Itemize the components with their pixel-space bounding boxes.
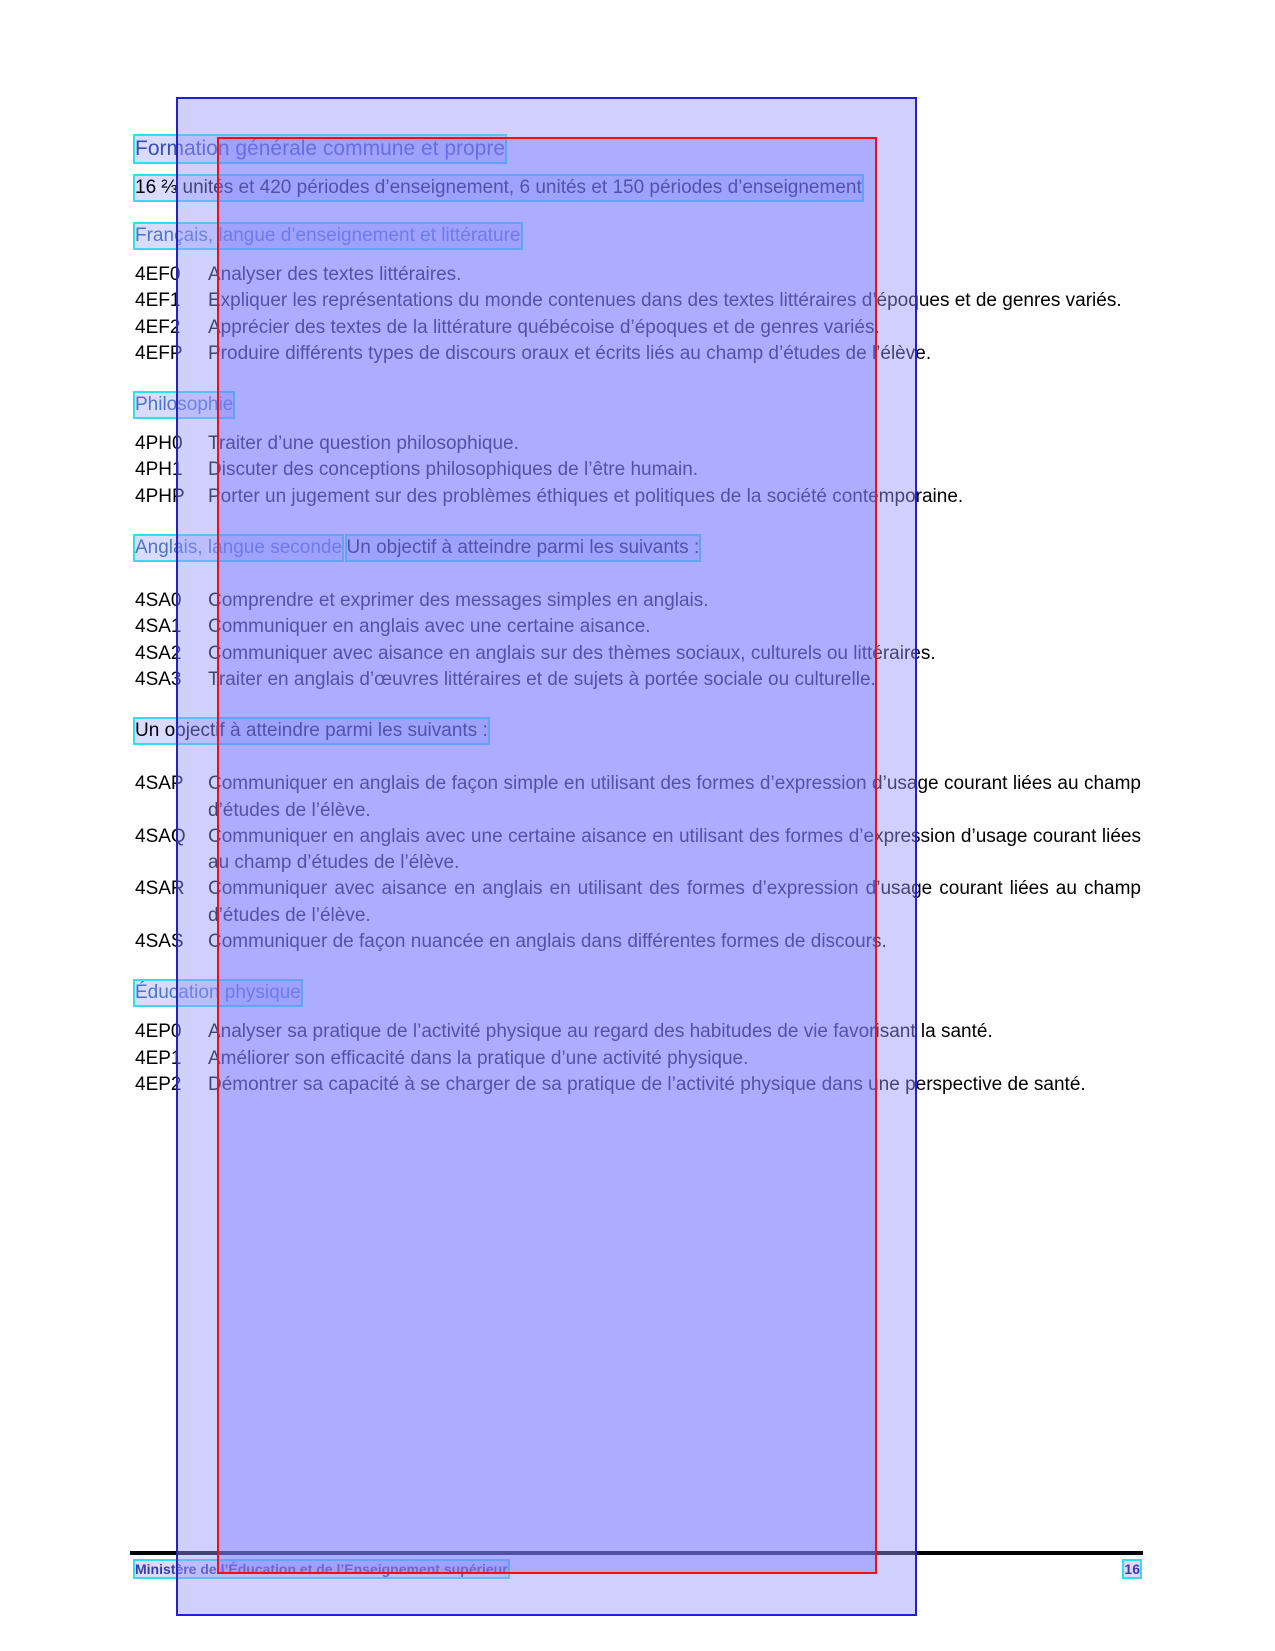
footer-rule <box>130 1551 1143 1555</box>
objective-item <box>135 824 1141 877</box>
objective-text: Analyser sa pratique de l’activité physique au regard des habitudes de vie favorisant la santé. <box>208 1021 993 1043</box>
objective-item <box>135 431 1141 457</box>
footer-ministry: Ministère de l’Éducation et de l’Enseignement supérieur <box>135 1561 508 1577</box>
page-number: 16 <box>1124 1561 1140 1577</box>
objective-item <box>135 1019 1141 1045</box>
objective-text: Traiter en anglais d’œuvres littéraires et de sujets à portée sociale ou culturelle. <box>208 668 876 690</box>
objective-item <box>135 484 1141 510</box>
anglais-objectives-1 <box>135 588 1141 693</box>
objective-code: 4EP0 <box>135 1021 182 1043</box>
page-content <box>135 136 1141 1124</box>
objective-code: 4SAS <box>135 931 184 953</box>
anglais-objectives-2 <box>135 771 1141 955</box>
objective-code: 4PH1 <box>135 459 183 481</box>
objective-code: 4EP1 <box>135 1047 182 1069</box>
objective-text: Communiquer avec aisance en anglais en utilisant des formes d’expression d’usage courant liées au champ d’études de l’élève. <box>208 878 1141 926</box>
objective-item <box>135 614 1141 640</box>
objective-item <box>135 667 1141 693</box>
objective-code: 4EP2 <box>135 1073 182 1095</box>
objective-code: 4PH0 <box>135 433 183 455</box>
objective-text: Comprendre et exprimer des messages simples en anglais. <box>208 590 709 612</box>
objective-text: Communiquer en anglais de façon simple en utilisant des formes d’expression d’usage courant liées au champ d’études de l’élève. <box>208 773 1141 821</box>
objective-text: Communiquer en anglais avec une certaine aisance. <box>208 616 651 638</box>
objective-text: Améliorer son efficacité dans la pratique d’une activité physique. <box>208 1047 749 1069</box>
francais-title: Français, langue d’enseignement et littérature <box>135 225 521 246</box>
anglais-intro-1: Un objectif à atteindre parmi les suivants : <box>346 537 700 559</box>
objective-item <box>135 929 1141 955</box>
objective-text: Expliquer les représentations du monde contenues dans des textes littéraires d’époques et de genres variés. <box>208 290 1122 312</box>
objective-code: 4EFP <box>135 342 183 364</box>
objective-text: Analyser des textes littéraires. <box>208 264 462 285</box>
objective-code: 4SA0 <box>135 590 182 612</box>
objective-item <box>135 641 1141 667</box>
objective-code: 4EF2 <box>135 316 181 338</box>
objective-code: 4SAR <box>135 878 185 900</box>
objective-code: 4EF1 <box>135 290 181 312</box>
objective-code: 4SAP <box>135 773 184 795</box>
education-physique-title: Éducation physique <box>135 982 301 1004</box>
objective-text: Apprécier des textes de la littérature québécoise d’époques et de genres variés. <box>208 316 880 338</box>
objective-code: 4PHP <box>135 485 185 507</box>
objective-text: Démontrer sa capacité à se charger de sa pratique de l’activité physique dans une perspective de santé. <box>208 1073 1086 1095</box>
objective-code: 4SAQ <box>135 825 186 847</box>
objective-text: Traiter d’une question philosophique. <box>208 433 519 455</box>
objective-text: Communiquer avec aisance en anglais sur des thèmes sociaux, culturels ou littéraires. <box>208 642 936 664</box>
objective-item <box>135 315 1141 341</box>
objective-item <box>135 457 1141 483</box>
objective-text: Communiquer en anglais avec une certaine aisance en utilisant des formes d’expression d’usage courant liées au champ d’études de l’élève. <box>208 825 1141 874</box>
objective-code: 4SA1 <box>135 616 182 638</box>
objective-item <box>135 341 1141 367</box>
section-title: Formation générale commune et propre <box>135 137 506 160</box>
objective-item <box>135 876 1141 929</box>
objective-item <box>135 288 1141 314</box>
anglais-intro-2: Un objectif à atteindre parmi les suivants : <box>135 720 488 742</box>
objective-text: Communiquer de façon nuancée en anglais dans différentes formes de discours. <box>208 931 887 953</box>
objective-text: Discuter des conceptions philosophiques de l’être humain. <box>208 459 699 481</box>
objective-item <box>135 588 1141 614</box>
objective-code: 4SA3 <box>135 668 182 690</box>
objective-item <box>135 771 1141 824</box>
units-line: 16 ⅔ unités et 420 périodes d’enseignement, 6 unités et 150 périodes d’enseignement <box>135 177 862 198</box>
objective-item <box>135 1046 1141 1072</box>
objective-item <box>135 1072 1141 1098</box>
philosophie-title: Philosophie <box>135 394 234 416</box>
objective-code: 4SA2 <box>135 642 182 664</box>
objective-text: Porter un jugement sur des problèmes éthiques et politiques de la société contemporaine. <box>208 485 964 507</box>
objective-code: 4EF0 <box>135 264 181 285</box>
francais-objectives <box>135 262 1141 367</box>
objective-item <box>135 262 1141 288</box>
education-physique-objectives <box>135 1019 1141 1098</box>
objective-text: Produire différents types de discours oraux et écrits liés au champ d’études de l’élève. <box>208 342 932 364</box>
anglais-title: Anglais, langue seconde <box>135 537 343 559</box>
philosophie-objectives <box>135 431 1141 510</box>
